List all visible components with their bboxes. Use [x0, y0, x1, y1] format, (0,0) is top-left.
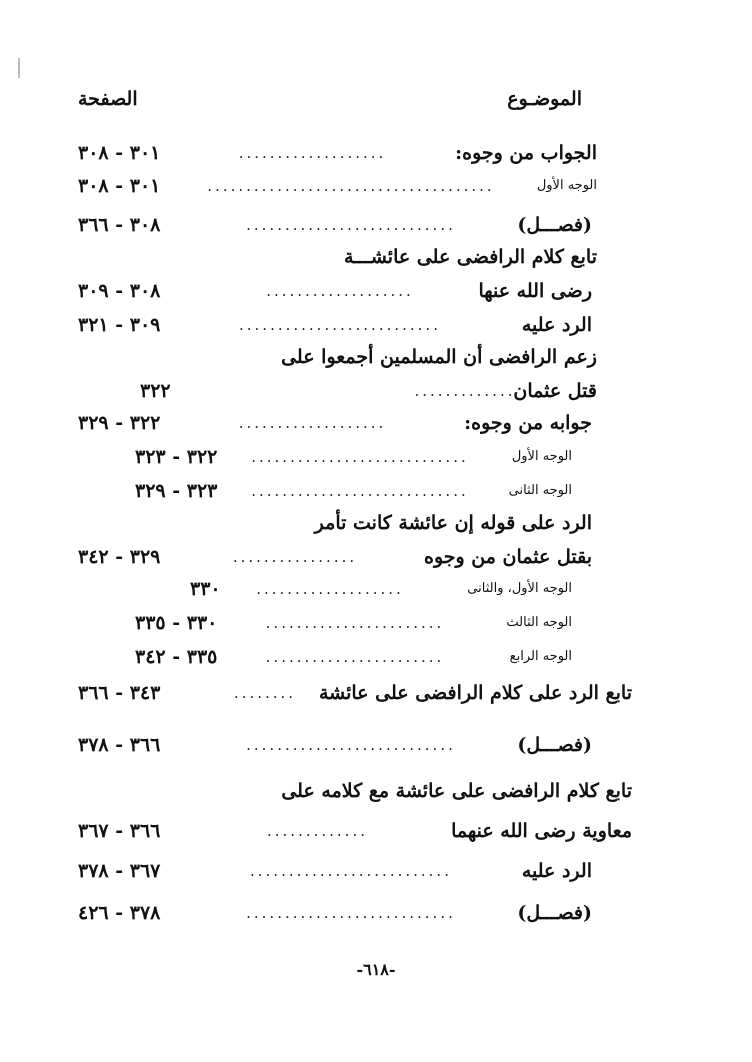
page-column-header: الصفحة	[78, 88, 138, 110]
toc-entry-pages: ٣٢٣ - ٣٢٩	[135, 480, 218, 502]
toc-entry	[0, 730, 752, 760]
toc-entry-label: الرد على قوله إن عائشة كانت تأمر	[314, 512, 592, 534]
toc-entry-pages: ٣٦٦ - ٣٦٧	[78, 820, 161, 842]
toc-entry-pages: ٣٠٨ - ٣٠٩	[78, 280, 161, 302]
toc-entry-label: زعم الرافضى أن المسلمين أجمعوا على	[281, 346, 597, 368]
toc-entry	[0, 678, 752, 708]
dot-leader: .....................................	[207, 177, 495, 195]
dot-leader: ............................	[251, 482, 469, 500]
page-number: -٦١٨-	[356, 960, 396, 979]
toc-entry	[0, 816, 752, 846]
toc-entry-pages: ٣٢٢ - ٣٢٣	[135, 446, 218, 468]
dot-leader: ...........................	[246, 216, 456, 234]
topic-column-header: الموضـوع	[507, 88, 582, 110]
toc-entry	[0, 171, 752, 201]
toc-entry-label: (فصـــل)	[517, 734, 592, 756]
dot-leader: ...........................	[246, 736, 456, 754]
toc-entry-pages: ٣٢٢	[140, 380, 171, 402]
toc-entry-label: الوجه الثالث	[506, 615, 572, 630]
dot-leader: .............	[267, 822, 368, 840]
toc-entry	[0, 138, 752, 168]
dot-leader: ..........................	[239, 316, 441, 334]
toc-entry-pages: ٣٧٨ - ٤٢٦	[78, 902, 161, 924]
toc-entry-label: الجواب من وجوه:	[455, 142, 597, 164]
toc-entry-pages: ٣٦٧ - ٣٧٨	[78, 860, 161, 882]
toc-entry-pages: ٣٦٦ - ٣٧٨	[78, 734, 161, 756]
toc-entry-pages: ٣٢٢ - ٣٢٩	[78, 412, 161, 434]
toc-entry-label: الوجه الأول، والثانى	[467, 581, 572, 596]
toc-entry-label: الوجه الأول	[536, 178, 597, 193]
dot-leader: ...........................	[246, 904, 456, 922]
dot-leader: ...................	[238, 144, 387, 162]
toc-entry	[0, 442, 752, 472]
toc-entry	[0, 376, 752, 406]
toc-entry-pages: ٣٠١ - ٣٠٨	[78, 175, 161, 197]
toc-entry-label: الوجه الأول	[511, 449, 572, 464]
toc-entry	[0, 476, 752, 506]
toc-entry-pages: ٣٢٩ - ٣٤٢	[78, 546, 161, 568]
toc-entry	[0, 776, 752, 806]
dot-leader: .......................	[265, 614, 445, 632]
toc-entry-label: تابع الرد على كلام الرافضى على عائشة	[318, 682, 632, 704]
dot-leader: ...................	[238, 414, 387, 432]
toc-entry-label: الوجه الرابع	[509, 649, 572, 664]
toc-entry-label: رضى الله عنها	[478, 280, 592, 302]
toc-entry-label: تابع كلام الرافضى على عائشـــة	[343, 246, 597, 268]
toc-entry-label: (فصـــل)	[517, 902, 592, 924]
toc-entry-label: بقتل عثمان من وجوه	[424, 546, 592, 568]
toc-entry-label: تابع كلام الرافضى على عائشة مع كلامه على	[281, 780, 632, 802]
toc-entry-pages: ٣٣٠ - ٣٣٥	[135, 612, 218, 634]
toc-entry-label: الرد عليه	[521, 314, 592, 336]
toc-entry	[0, 210, 752, 240]
toc-entry-pages: ٣٣٠	[190, 578, 221, 600]
toc-entry	[0, 542, 752, 572]
toc-entry-pages: ٣٠٩ - ٣٢١	[78, 314, 161, 336]
toc-entry-pages: ٣٤٣ - ٣٦٦	[78, 682, 161, 704]
dot-leader: ...................	[256, 580, 404, 598]
toc-entry-pages: ٣٣٥ - ٣٤٢	[135, 646, 218, 668]
toc-entry-label: قتل عثمان	[513, 380, 597, 402]
toc-entry-label: الرد عليه	[521, 860, 592, 882]
margin-mark	[18, 58, 20, 78]
toc-entry	[0, 310, 752, 340]
toc-entry	[0, 408, 752, 438]
toc-entry	[0, 642, 752, 672]
toc-entry	[0, 574, 752, 604]
toc-entry	[0, 276, 752, 306]
toc-entry-label: معاوية رضى الله عنهما	[451, 820, 632, 842]
toc-entry	[0, 856, 752, 886]
dot-leader: ................	[232, 548, 358, 566]
toc-entry	[0, 898, 752, 928]
dot-leader: ............................	[251, 448, 469, 466]
toc-entry-label: (فصـــل)	[517, 214, 592, 236]
toc-entry	[0, 242, 752, 272]
toc-entry-label: جوابه من وجوه:	[464, 412, 592, 434]
dot-leader: ..........................	[250, 862, 452, 880]
dot-leader: .............	[414, 382, 516, 400]
toc-entry	[0, 508, 752, 538]
toc-entry-pages: ٣٠١ - ٣٠٨	[78, 142, 161, 164]
dot-leader: .......................	[265, 648, 445, 666]
toc-entry	[0, 342, 752, 372]
dot-leader: ........	[233, 684, 297, 702]
toc-entry	[0, 608, 752, 638]
dot-leader: ...................	[266, 282, 414, 300]
toc-entry-label: الوجه الثانى	[508, 483, 572, 498]
toc-entry-pages: ٣٠٨ - ٣٦٦	[78, 214, 161, 236]
